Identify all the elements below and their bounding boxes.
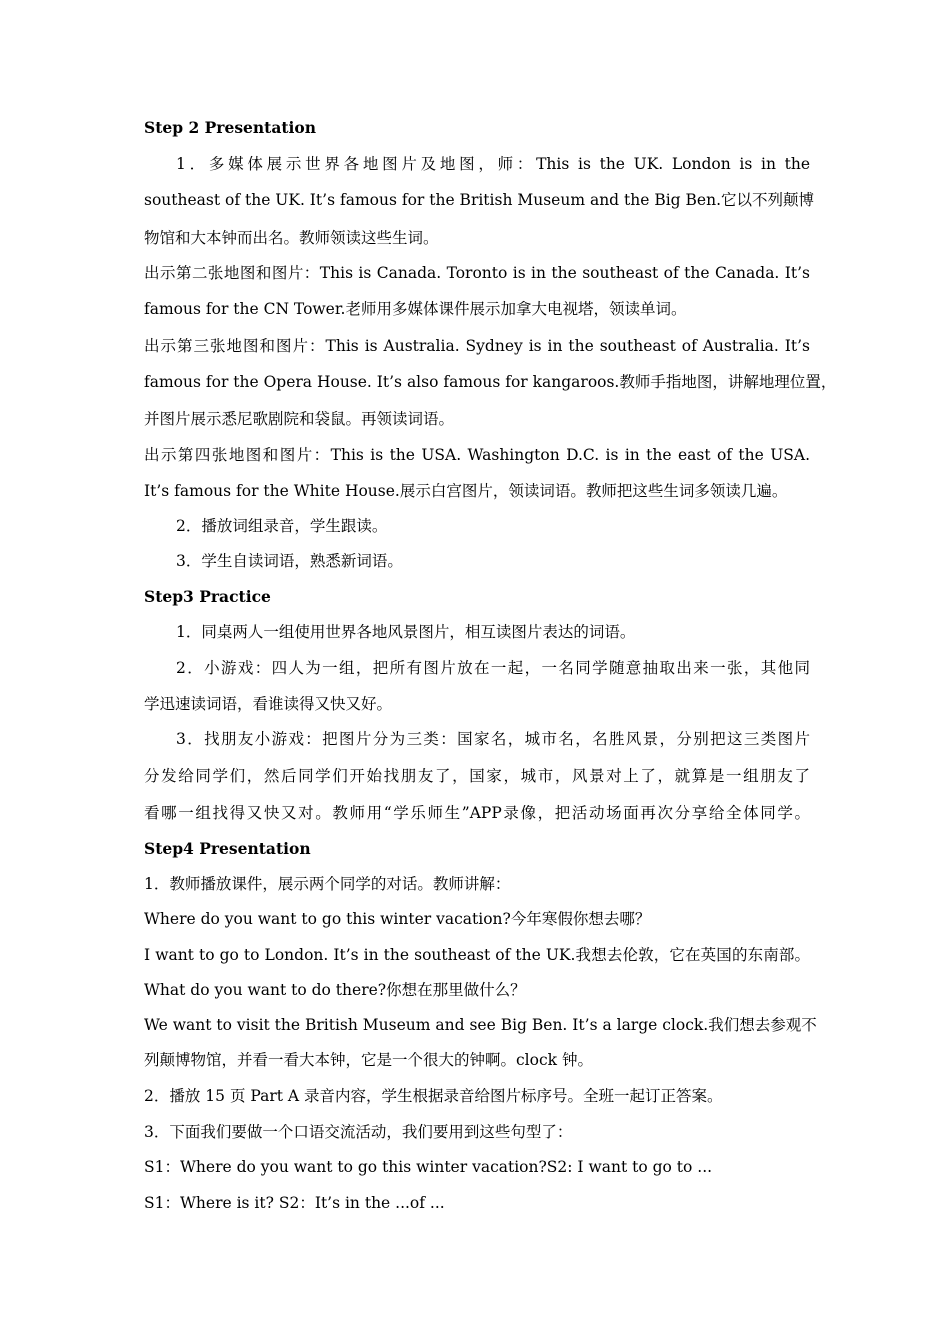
paragraph-line: S1：Where is it? S2：It’s in the ...of ...: [144, 1194, 445, 1212]
step2-heading: Step 2 Presentation: [144, 118, 317, 137]
paragraph-line: 出示第二张地图和图片：This is Canada. Toronto is in the southeast of the Canada. It’s: [144, 264, 810, 282]
paragraph-line: 学迅速读词语，看谁读得又快又好。: [144, 695, 393, 713]
paragraph-line: We want to visit the British Museum and see Big Ben. It’s a large clock.我们想去参观不: [144, 1016, 817, 1034]
paragraph-line: 1．教师播放课件，展示两个同学的对话。教师讲解：: [144, 875, 511, 893]
paragraph-line: It’s famous for the White House.展示白宫图片，领读词语。教师把这些生词多领读几遍。: [144, 482, 788, 500]
paragraph-line: 3．找朋友小游戏：把图片分为三类：国家名，城市名，名胜风景，分别把这三类图片: [176, 730, 810, 748]
paragraph-line: Where do you want to go this winter vacation?今年寒假你想去哪？: [144, 910, 651, 928]
paragraph-line: southeast of the UK. It’s famous for the British Museum and the Big Ben.它以不列颠博: [144, 191, 815, 209]
paragraph-line: 2．小游戏：四人为一组，把所有图片放在一起，一名同学随意抽取出来一张，其他同: [176, 659, 810, 677]
paragraph-line: 看哪一组找得又快又对。教师用“学乐师生”APP录像，把活动场面再次分享给全体同学。: [144, 804, 810, 822]
paragraph-line: 1．多媒体展示世界各地图片及地图，师：This is the UK. London is in the: [176, 155, 810, 173]
paragraph-line: 出示第三张地图和图片：This is Australia. Sydney is in the southeast of Australia. It’s: [144, 337, 810, 355]
paragraph-line: famous for the CN Tower.老师用多媒体课件展示加拿大电视塔，领读单词。: [144, 300, 687, 318]
paragraph-line: 并图片展示悉尼歌剧院和袋鼠。再领读词语。: [144, 410, 455, 428]
step3-heading: Step3 Practice: [144, 587, 271, 606]
paragraph-line: 列颠博物馆，并看一看大本钟，它是一个很大的钟啊。clock 钟。: [144, 1051, 593, 1069]
paragraph-line: What do you want to do there?你想在那里做什么？: [144, 981, 526, 999]
paragraph-line: S1：Where do you want to go this winter vacation?S2: I want to go to ...: [144, 1158, 713, 1176]
step4-heading: Step4 Presentation: [144, 839, 311, 858]
paragraph-line: famous for the Opera House. It’s also famous for kangaroos.教师手指地图，讲解地理位置，: [144, 373, 837, 391]
paragraph-line: 2．播放 15 页 Part A 录音内容，学生根据录音给图片标序号。全班一起订正答案。: [144, 1087, 723, 1105]
paragraph-line: I want to go to London. It’s in the southeast of the UK.我想去伦敦，它在英国的东南部。: [144, 946, 810, 964]
paragraph-line: 出示第四张地图和图片：This is the USA. Washington D.C. is in the east of the USA.: [144, 446, 810, 464]
paragraph-line: 3．下面我们要做一个口语交流活动，我们要用到这些句型了：: [144, 1123, 573, 1141]
paragraph-line: 2．播放词组录音，学生跟读。: [176, 517, 388, 535]
paragraph-line: 物馆和大本钟而出名。教师领读这些生词。: [144, 229, 439, 247]
paragraph-line: 3．学生自读词语，熟悉新词语。: [176, 552, 403, 570]
paragraph-line: 分发给同学们，然后同学们开始找朋友了，国家，城市，风景对上了，就算是一组朋友了: [144, 767, 810, 785]
paragraph-line: 1．同桌两人一组使用世界各地风景图片，相互读图片表达的词语。: [176, 623, 636, 641]
